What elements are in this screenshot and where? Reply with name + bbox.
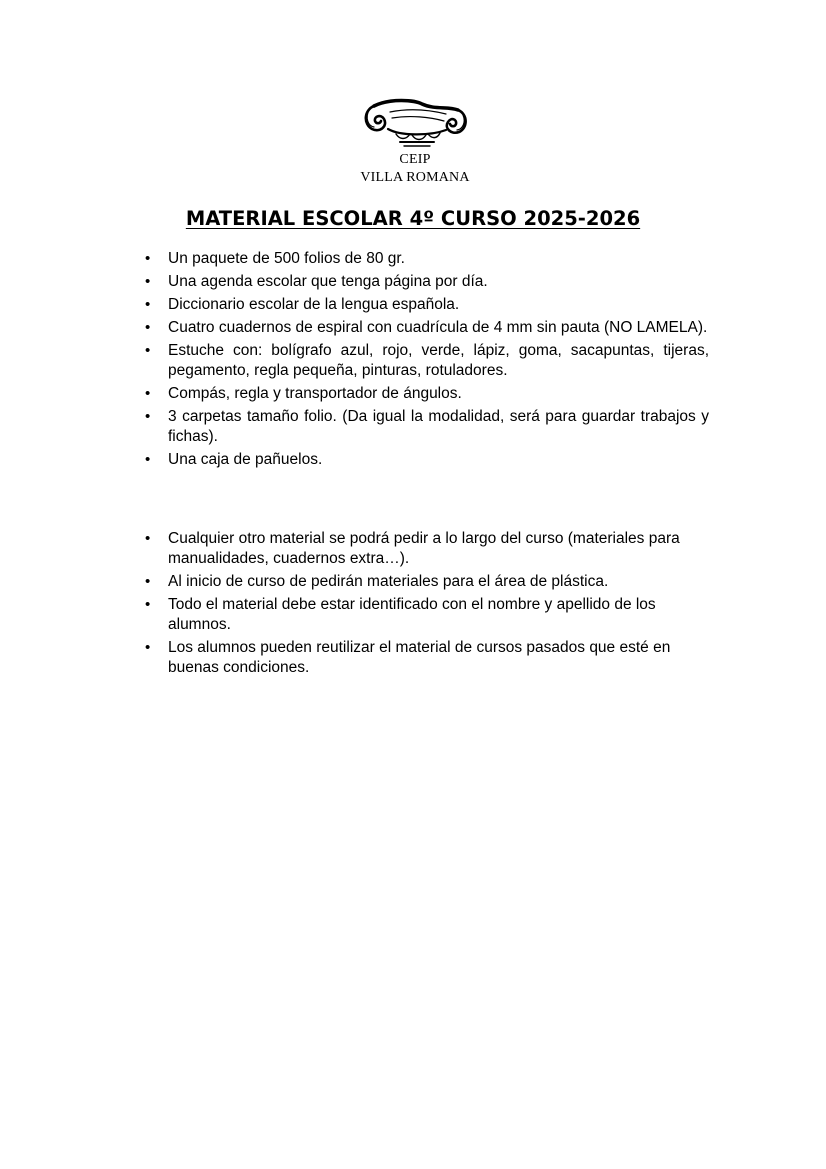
list-item: • Al inicio de curso de pedirán materiales para el área de plástica. <box>168 572 709 592</box>
notes-list <box>168 529 709 681</box>
list-item: • Compás, regla y transportador de ángulos. <box>168 384 709 404</box>
list-item: • Todo el material debe estar identificado con el nombre y apellido de los alumnos. <box>168 595 709 635</box>
list-item: • 3 carpetas tamaño folio. (Da igual la modalidad, será para guardar trabajos y fichas). <box>168 407 709 447</box>
school-logo <box>340 96 490 192</box>
list-item: • Un paquete de 500 folios de 80 gr. <box>168 249 709 269</box>
ionic-column-capital-logo-icon <box>360 96 470 154</box>
logo-text-villa-romana: VILLA ROMANA <box>360 170 470 185</box>
materials-list <box>168 249 709 473</box>
list-item: • Estuche con: bolígrafo azul, rojo, verde, lápiz, goma, sacapuntas, tijeras, pegamento, regla pequeña, pinturas, rotuladores. <box>168 341 709 381</box>
page-title: MATERIAL ESCOLAR 4º CURSO 2025-2026 <box>185 207 641 230</box>
logo-text-ceip: CEIP <box>399 152 431 167</box>
list-item: • Cuatro cuadernos de espiral con cuadrícula de 4 mm sin pauta (NO LAMELA). <box>168 318 709 338</box>
list-item: • Diccionario escolar de la lengua española. <box>168 295 709 315</box>
list-item: • Una agenda escolar que tenga página por día. <box>168 272 709 292</box>
list-item: • Los alumnos pueden reutilizar el material de cursos pasados que esté en buenas condiciones. <box>168 638 709 678</box>
list-item: • Una caja de pañuelos. <box>168 450 709 470</box>
list-item: • Cualquier otro material se podrá pedir a lo largo del curso (materiales para manualidades, cuadernos extra…). <box>168 529 709 569</box>
